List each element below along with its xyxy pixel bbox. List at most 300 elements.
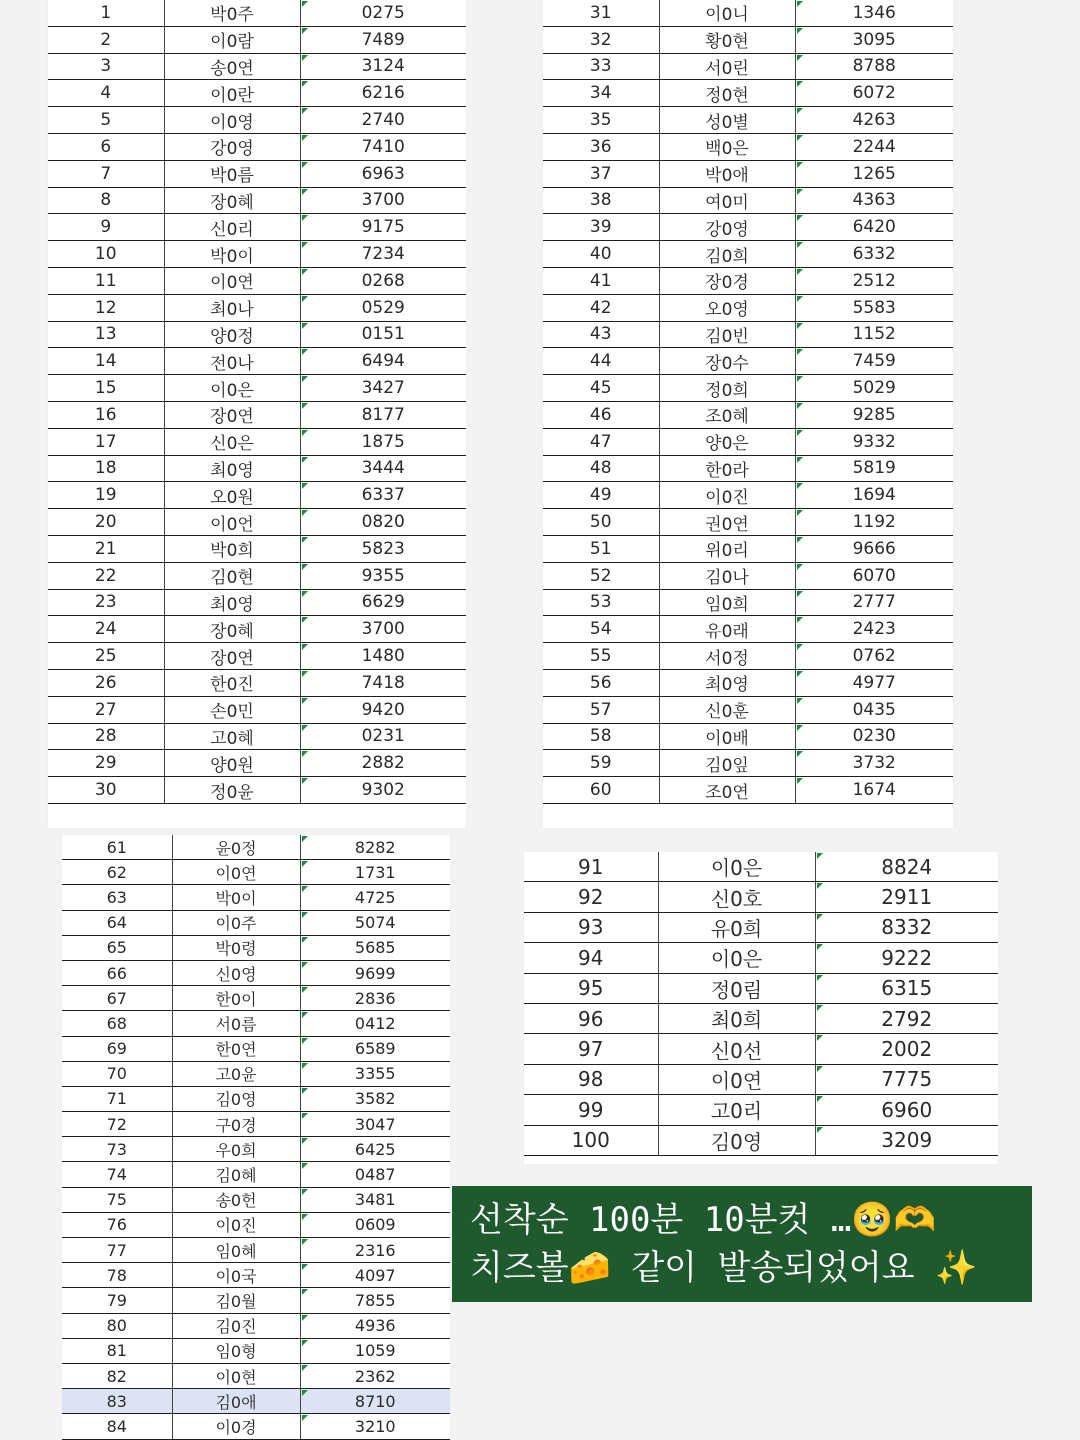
caption-line-2: 치즈볼🧀 같이 발송되었어요 ✨	[470, 1248, 978, 1288]
masked-name: 박0희	[164, 535, 300, 562]
masked-name: 박0름	[164, 160, 300, 187]
table-row	[543, 160, 953, 187]
phone-last-digits: 7775	[815, 1064, 998, 1094]
masked-name: 신0선	[658, 1034, 815, 1064]
phone-last-digits: 5074	[300, 910, 450, 935]
masked-name: 이0주	[172, 910, 300, 935]
table-body	[524, 852, 998, 1155]
masked-name: 서0정	[659, 643, 795, 670]
phone-last-digits: 2002	[815, 1034, 998, 1064]
phone-last-digits: 1480	[300, 643, 466, 670]
phone-last-digits: 7459	[795, 348, 953, 375]
row-number: 7	[48, 160, 164, 187]
masked-name: 유0래	[659, 616, 795, 643]
masked-name: 성0별	[659, 107, 795, 134]
table-row	[62, 1389, 450, 1414]
table-row	[543, 53, 953, 80]
row-number: 4	[48, 80, 164, 107]
masked-name: 김0월	[172, 1288, 300, 1313]
masked-name: 유0희	[658, 912, 815, 942]
table-row	[543, 321, 953, 348]
masked-name: 이0진	[172, 1212, 300, 1237]
phone-last-digits: 1731	[300, 860, 450, 885]
row-number: 94	[524, 943, 658, 973]
row-number: 60	[543, 777, 659, 804]
phone-last-digits: 1152	[795, 321, 953, 348]
row-number: 21	[48, 535, 164, 562]
table-row	[48, 0, 466, 26]
masked-name: 한0라	[659, 455, 795, 482]
row-number: 54	[543, 616, 659, 643]
phone-last-digits: 8282	[300, 835, 450, 860]
row-number: 72	[62, 1112, 172, 1137]
table-row	[62, 835, 450, 860]
phone-last-digits: 9355	[300, 562, 466, 589]
table-row	[62, 1212, 450, 1237]
table-row	[62, 1288, 450, 1313]
table-row	[62, 1363, 450, 1388]
masked-name: 고0윤	[172, 1061, 300, 1086]
row-number: 92	[524, 882, 658, 912]
masked-name: 김0혜	[172, 1162, 300, 1187]
phone-last-digits: 3700	[300, 616, 466, 643]
masked-name: 장0연	[164, 643, 300, 670]
masked-name: 이0연	[658, 1064, 815, 1094]
masked-name: 최0영	[659, 669, 795, 696]
row-number: 40	[543, 241, 659, 268]
table-row	[48, 750, 466, 777]
phone-last-digits: 7489	[300, 26, 466, 53]
table-row	[48, 53, 466, 80]
row-number: 22	[48, 562, 164, 589]
row-number: 64	[62, 910, 172, 935]
table-row	[48, 723, 466, 750]
row-number: 23	[48, 589, 164, 616]
masked-name: 위0리	[659, 535, 795, 562]
table-row	[48, 375, 466, 402]
winner-list-sheet-1-30	[48, 0, 466, 828]
row-number: 93	[524, 912, 658, 942]
phone-last-digits: 1192	[795, 509, 953, 536]
masked-name: 박0애	[659, 160, 795, 187]
row-number: 77	[62, 1238, 172, 1263]
masked-name: 박0령	[172, 935, 300, 960]
row-number: 10	[48, 241, 164, 268]
masked-name: 이0란	[164, 80, 300, 107]
winner-list-sheet-31-60	[543, 0, 953, 828]
table-row	[524, 1034, 998, 1064]
phone-last-digits: 6337	[300, 482, 466, 509]
masked-name: 박0이	[164, 241, 300, 268]
row-number: 66	[62, 960, 172, 985]
phone-last-digits: 6216	[300, 80, 466, 107]
masked-name: 이0진	[659, 482, 795, 509]
masked-name: 백0은	[659, 133, 795, 160]
row-number: 58	[543, 723, 659, 750]
table-row	[543, 562, 953, 589]
table-row	[524, 973, 998, 1003]
row-number: 18	[48, 455, 164, 482]
masked-name: 최0영	[164, 455, 300, 482]
row-number: 100	[524, 1125, 658, 1155]
table-row	[62, 1338, 450, 1363]
table-row	[524, 943, 998, 973]
row-number: 68	[62, 1011, 172, 1036]
table-row	[48, 241, 466, 268]
masked-name: 권0연	[659, 509, 795, 536]
row-number: 42	[543, 294, 659, 321]
table-row	[62, 1137, 450, 1162]
masked-name: 이0람	[164, 26, 300, 53]
phone-last-digits: 1875	[300, 428, 466, 455]
row-number: 41	[543, 267, 659, 294]
phone-last-digits: 2777	[795, 589, 953, 616]
table-row	[62, 1414, 450, 1439]
row-number: 3	[48, 53, 164, 80]
row-number: 56	[543, 669, 659, 696]
row-number: 15	[48, 375, 164, 402]
table-row	[62, 960, 450, 985]
winner-list-sheet-61-84	[62, 835, 450, 1440]
table-row	[48, 562, 466, 589]
phone-last-digits: 3427	[300, 375, 466, 402]
phone-last-digits: 9666	[795, 535, 953, 562]
row-number: 79	[62, 1288, 172, 1313]
phone-last-digits: 0820	[300, 509, 466, 536]
row-number: 83	[62, 1389, 172, 1414]
phone-last-digits: 3209	[815, 1125, 998, 1155]
phone-last-digits: 1694	[795, 482, 953, 509]
row-number: 71	[62, 1086, 172, 1111]
table-row	[48, 482, 466, 509]
table-row	[543, 616, 953, 643]
table-row	[62, 1086, 450, 1111]
table-row	[48, 80, 466, 107]
masked-name: 임0혜	[172, 1238, 300, 1263]
masked-name: 김0영	[658, 1125, 815, 1155]
phone-last-digits: 3355	[300, 1061, 450, 1086]
phone-last-digits: 9175	[300, 214, 466, 241]
table-row	[48, 107, 466, 134]
table-row	[62, 1263, 450, 1288]
phone-last-digits: 9420	[300, 696, 466, 723]
table-row	[48, 616, 466, 643]
phone-last-digits: 3095	[795, 26, 953, 53]
masked-name: 고0리	[658, 1095, 815, 1125]
row-number: 25	[48, 643, 164, 670]
phone-last-digits: 8177	[300, 401, 466, 428]
masked-name: 전0나	[164, 348, 300, 375]
row-number: 12	[48, 294, 164, 321]
row-number: 38	[543, 187, 659, 214]
phone-last-digits: 0435	[795, 696, 953, 723]
table-body	[48, 0, 466, 803]
masked-name: 이0니	[659, 0, 795, 26]
table-row	[543, 107, 953, 134]
masked-name: 임0형	[172, 1338, 300, 1363]
table-body	[62, 835, 450, 1439]
table-row	[543, 750, 953, 777]
masked-name: 정0림	[658, 973, 815, 1003]
table-row	[543, 26, 953, 53]
phone-last-digits: 0762	[795, 643, 953, 670]
phone-last-digits: 0487	[300, 1162, 450, 1187]
masked-name: 김0희	[659, 241, 795, 268]
row-number: 74	[62, 1162, 172, 1187]
row-number: 82	[62, 1363, 172, 1388]
row-number: 43	[543, 321, 659, 348]
row-number: 46	[543, 401, 659, 428]
row-number: 9	[48, 214, 164, 241]
row-number: 99	[524, 1095, 658, 1125]
table-row	[48, 160, 466, 187]
table-row	[543, 267, 953, 294]
phone-last-digits: 6589	[300, 1036, 450, 1061]
table-row	[48, 133, 466, 160]
table-row	[48, 401, 466, 428]
phone-last-digits: 0151	[300, 321, 466, 348]
phone-last-digits: 3732	[795, 750, 953, 777]
phone-last-digits: 2512	[795, 267, 953, 294]
table-row	[543, 294, 953, 321]
masked-name: 한0연	[172, 1036, 300, 1061]
phone-last-digits: 6332	[795, 241, 953, 268]
phone-last-digits: 6315	[815, 973, 998, 1003]
phone-last-digits: 7234	[300, 241, 466, 268]
masked-name: 정0현	[659, 80, 795, 107]
row-number: 67	[62, 986, 172, 1011]
row-number: 53	[543, 589, 659, 616]
phone-last-digits: 2836	[300, 986, 450, 1011]
row-number: 17	[48, 428, 164, 455]
table-row	[543, 428, 953, 455]
masked-name: 신0은	[164, 428, 300, 455]
phone-last-digits: 0230	[795, 723, 953, 750]
table-row	[48, 321, 466, 348]
masked-name: 송0헌	[172, 1187, 300, 1212]
phone-last-digits: 2882	[300, 750, 466, 777]
table-row	[48, 589, 466, 616]
row-number: 47	[543, 428, 659, 455]
row-number: 73	[62, 1137, 172, 1162]
row-number: 49	[543, 482, 659, 509]
table-row	[48, 348, 466, 375]
phone-last-digits: 4725	[300, 885, 450, 910]
row-number: 19	[48, 482, 164, 509]
phone-last-digits: 2792	[815, 1003, 998, 1033]
table-row	[543, 401, 953, 428]
phone-last-digits: 3700	[300, 187, 466, 214]
phone-last-digits: 2316	[300, 1238, 450, 1263]
phone-last-digits: 3047	[300, 1112, 450, 1137]
masked-name: 이0배	[659, 723, 795, 750]
masked-name: 조0연	[659, 777, 795, 804]
table-row	[62, 1112, 450, 1137]
table-row	[524, 1095, 998, 1125]
phone-last-digits: 7410	[300, 133, 466, 160]
masked-name: 정0윤	[164, 777, 300, 804]
masked-name: 황0현	[659, 26, 795, 53]
row-number: 31	[543, 0, 659, 26]
row-number: 45	[543, 375, 659, 402]
masked-name: 손0민	[164, 696, 300, 723]
table-row	[48, 267, 466, 294]
row-number: 44	[543, 348, 659, 375]
row-number: 57	[543, 696, 659, 723]
table-row	[543, 133, 953, 160]
phone-last-digits: 1059	[300, 1338, 450, 1363]
winner-list-sheet-91-100	[524, 852, 998, 1164]
phone-last-digits: 6963	[300, 160, 466, 187]
phone-last-digits: 4936	[300, 1313, 450, 1338]
row-number: 37	[543, 160, 659, 187]
phone-last-digits: 6629	[300, 589, 466, 616]
table-row	[524, 1125, 998, 1155]
table-row	[543, 723, 953, 750]
row-number: 33	[543, 53, 659, 80]
masked-name: 김0나	[659, 562, 795, 589]
phone-last-digits: 6494	[300, 348, 466, 375]
row-number: 98	[524, 1064, 658, 1094]
masked-name: 최0희	[658, 1003, 815, 1033]
row-number: 78	[62, 1263, 172, 1288]
masked-name: 우0희	[172, 1137, 300, 1162]
row-number: 97	[524, 1034, 658, 1064]
masked-name: 강0영	[659, 214, 795, 241]
masked-name: 윤0정	[172, 835, 300, 860]
phone-last-digits: 5583	[795, 294, 953, 321]
phone-last-digits: 2740	[300, 107, 466, 134]
masked-name: 박0주	[164, 0, 300, 26]
row-number: 6	[48, 133, 164, 160]
table-row	[62, 1313, 450, 1338]
masked-name: 장0혜	[164, 616, 300, 643]
table-row	[543, 0, 953, 26]
row-number: 95	[524, 973, 658, 1003]
phone-last-digits: 3444	[300, 455, 466, 482]
phone-last-digits: 4263	[795, 107, 953, 134]
phone-last-digits: 6420	[795, 214, 953, 241]
phone-last-digits: 0609	[300, 1212, 450, 1237]
masked-name: 강0영	[164, 133, 300, 160]
masked-name: 이0연	[172, 860, 300, 885]
row-number: 65	[62, 935, 172, 960]
row-number: 11	[48, 267, 164, 294]
phone-last-digits: 6425	[300, 1137, 450, 1162]
row-number: 75	[62, 1187, 172, 1212]
masked-name: 고0혜	[164, 723, 300, 750]
masked-name: 신0호	[658, 882, 815, 912]
phone-last-digits: 0412	[300, 1011, 450, 1036]
phone-last-digits: 8710	[300, 1389, 450, 1414]
row-number: 50	[543, 509, 659, 536]
phone-last-digits: 2362	[300, 1363, 450, 1388]
caption-line-1: 선착순 100분 10분컷 …🥹🫶	[470, 1200, 936, 1240]
table-row	[543, 535, 953, 562]
row-number: 80	[62, 1313, 172, 1338]
row-number: 76	[62, 1212, 172, 1237]
masked-name: 박0이	[172, 885, 300, 910]
row-number: 8	[48, 187, 164, 214]
masked-name: 이0현	[172, 1363, 300, 1388]
table-row	[543, 348, 953, 375]
phone-last-digits: 6072	[795, 80, 953, 107]
phone-last-digits: 8332	[815, 912, 998, 942]
row-number: 5	[48, 107, 164, 134]
masked-name: 이0연	[164, 267, 300, 294]
phone-last-digits: 7418	[300, 669, 466, 696]
masked-name: 오0원	[164, 482, 300, 509]
phone-last-digits: 3582	[300, 1086, 450, 1111]
masked-name: 신0리	[164, 214, 300, 241]
row-number: 96	[524, 1003, 658, 1033]
masked-name: 양0은	[659, 428, 795, 455]
table-row	[62, 910, 450, 935]
phone-last-digits: 9285	[795, 401, 953, 428]
masked-name: 장0연	[164, 401, 300, 428]
table-row	[62, 986, 450, 1011]
masked-name: 김0진	[172, 1313, 300, 1338]
table-row	[48, 214, 466, 241]
phone-last-digits: 8824	[815, 852, 998, 882]
table-row	[543, 696, 953, 723]
masked-name: 여0미	[659, 187, 795, 214]
masked-name: 정0희	[659, 375, 795, 402]
row-number: 36	[543, 133, 659, 160]
masked-name: 최0나	[164, 294, 300, 321]
row-number: 51	[543, 535, 659, 562]
caption-banner	[452, 1186, 1032, 1302]
row-number: 20	[48, 509, 164, 536]
phone-last-digits: 7855	[300, 1288, 450, 1313]
masked-name: 최0영	[164, 589, 300, 616]
table-row	[543, 375, 953, 402]
masked-name: 김0애	[172, 1389, 300, 1414]
table-row	[543, 80, 953, 107]
table-row	[543, 777, 953, 804]
table-row	[48, 187, 466, 214]
row-number: 61	[62, 835, 172, 860]
row-number: 69	[62, 1036, 172, 1061]
row-number: 84	[62, 1414, 172, 1439]
masked-name: 임0희	[659, 589, 795, 616]
masked-name: 신0훈	[659, 696, 795, 723]
row-number: 13	[48, 321, 164, 348]
masked-name: 서0름	[172, 1011, 300, 1036]
masked-name: 김0잎	[659, 750, 795, 777]
masked-name: 김0현	[164, 562, 300, 589]
table-row	[62, 1061, 450, 1086]
table-row	[543, 187, 953, 214]
masked-name: 조0혜	[659, 401, 795, 428]
phone-last-digits: 0275	[300, 0, 466, 26]
phone-last-digits: 6960	[815, 1095, 998, 1125]
row-number: 52	[543, 562, 659, 589]
row-number: 32	[543, 26, 659, 53]
table-row	[524, 1064, 998, 1094]
row-number: 28	[48, 723, 164, 750]
masked-name: 양0원	[164, 750, 300, 777]
table-row	[62, 885, 450, 910]
row-number: 48	[543, 455, 659, 482]
masked-name: 장0경	[659, 267, 795, 294]
table-row	[48, 777, 466, 804]
row-number: 1	[48, 0, 164, 26]
phone-last-digits: 9332	[795, 428, 953, 455]
row-number: 16	[48, 401, 164, 428]
table-row	[48, 509, 466, 536]
table-row	[62, 935, 450, 960]
